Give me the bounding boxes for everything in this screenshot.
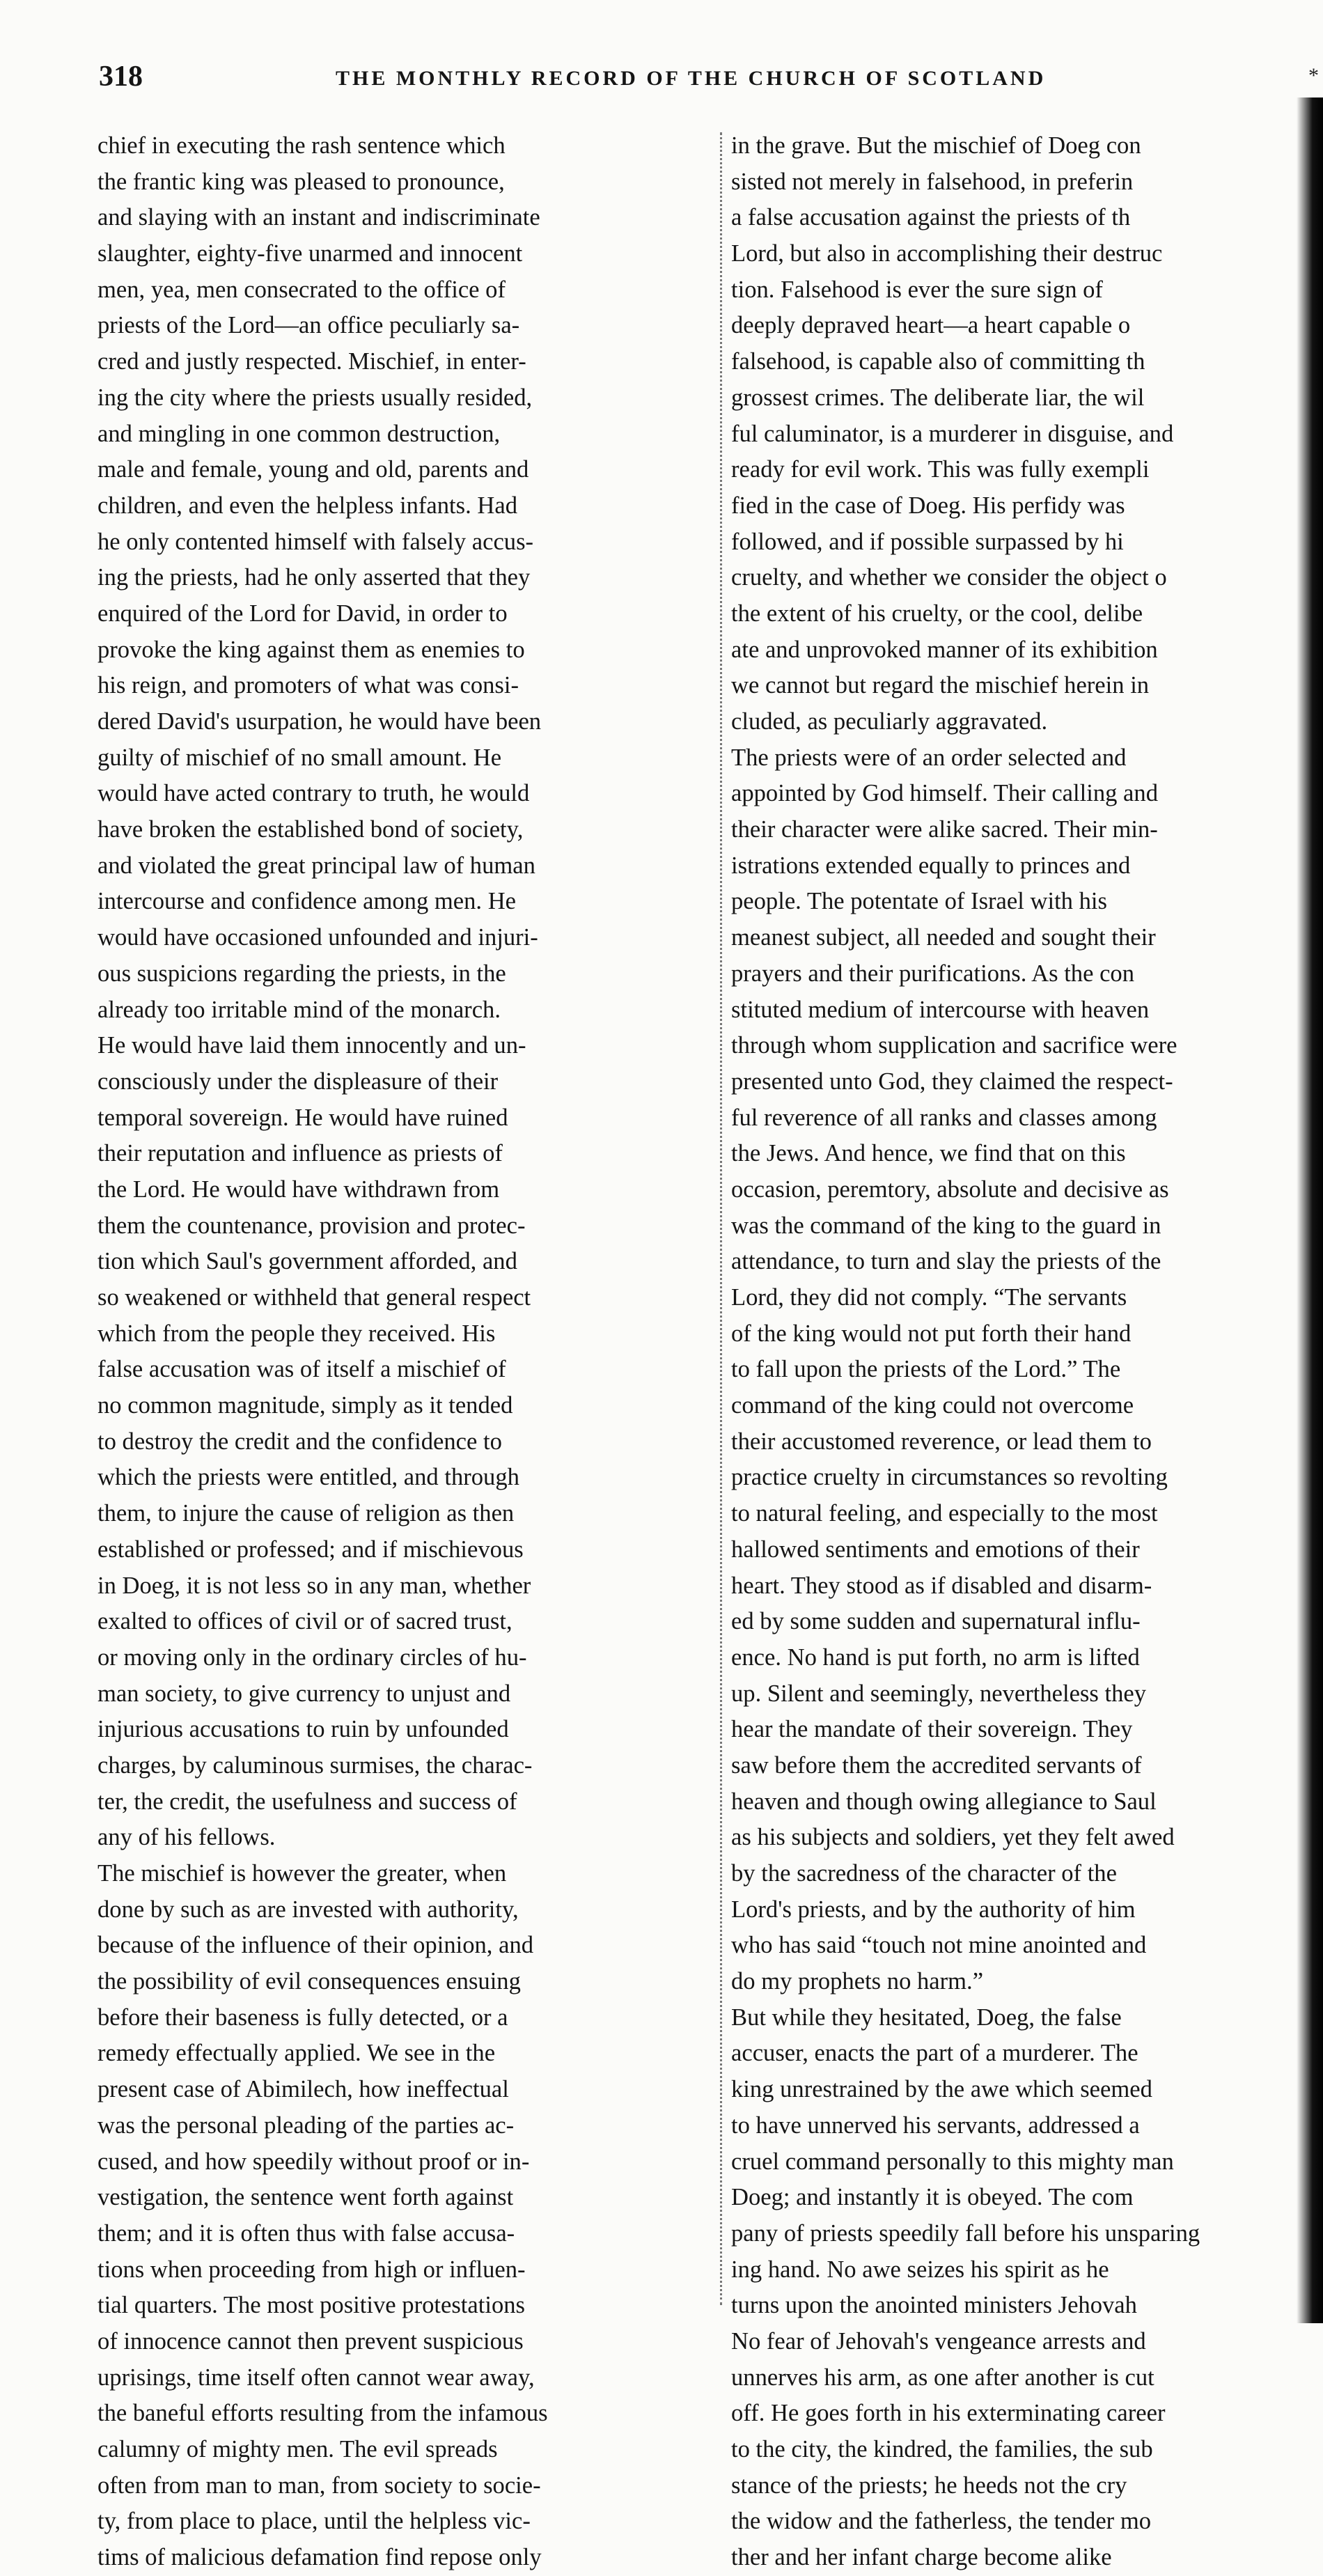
text-line: who has said “touch not mine anointed and	[731, 1932, 1147, 1959]
text-line: before their baseness is fully detected, or a	[97, 2004, 508, 2031]
text-line: cred and justly respected. Mischief, in enter-	[97, 348, 526, 375]
left-text-column	[97, 128, 710, 2576]
text-line: his reign, and promoters of what was consi-	[97, 672, 519, 699]
text-line: ful caluminator, is a murderer in disguise, and	[731, 420, 1174, 447]
text-line: occasion, peremtory, absolute and decisive as	[731, 1176, 1169, 1203]
text-line: sisted not merely in falsehood, in preferin	[731, 168, 1134, 195]
text-line: done by such as are invested with authority,	[97, 1896, 519, 1923]
text-line: ful reverence of all ranks and classes among	[731, 1104, 1157, 1131]
text-line: and slaying with an instant and indiscriminate	[97, 204, 540, 231]
text-line: istrations extended equally to princes and	[731, 852, 1131, 879]
text-line: to the city, the kindred, the families, the sub	[731, 2436, 1153, 2462]
text-line: grossest crimes. The deliberate liar, the wil	[731, 384, 1145, 411]
text-line: slaughter, eighty-five unarmed and innocent	[97, 240, 523, 267]
text-line: men, yea, men consecrated to the office of	[97, 276, 506, 303]
text-line: the Jews. And hence, we find that on this	[731, 1140, 1126, 1167]
text-line: to fall upon the priests of the Lord.” The	[731, 1356, 1121, 1383]
text-line: the possibility of evil consequences ensuing	[97, 1968, 521, 1995]
text-line: ence. No hand is put forth, no arm is lifted	[731, 1644, 1140, 1671]
text-line: the frantic king was pleased to pronounce,	[97, 168, 505, 195]
text-line: them, to injure the cause of religion as then	[97, 1500, 515, 1527]
text-line: ing the priests, had he only asserted that they	[97, 564, 531, 591]
text-line: vestigation, the sentence went forth against	[97, 2184, 514, 2211]
text-line: prayers and their purifications. As the con	[731, 960, 1135, 987]
text-line: ther and her infant charge become alike	[731, 2544, 1112, 2571]
text-line: to have unnerved his servants, addressed a	[731, 2111, 1140, 2139]
text-line: the widow and the fatherless, the tender mo	[731, 2508, 1152, 2535]
text-line: pany of priests speedily fall before his unsparing	[731, 2219, 1200, 2247]
text-line: because of the influence of their opinion, and	[97, 1932, 534, 1959]
text-line: cluded, as peculiarly aggravated.	[731, 708, 1048, 735]
text-line: meanest subject, all needed and sought their	[731, 924, 1156, 951]
text-line: guilty of mischief of no small amount. He	[97, 744, 502, 771]
text-line: to natural feeling, and especially to the most	[731, 1500, 1158, 1527]
text-line: tion which Saul's government afforded, and	[97, 1248, 517, 1275]
text-line: ous suspicions regarding the priests, in the	[97, 960, 506, 987]
column-divider	[720, 132, 722, 2305]
text-line: exalted to offices of civil or of sacred trust,	[97, 1608, 512, 1635]
text-line: accuser, enacts the part of a murderer. The	[731, 2040, 1138, 2067]
text-line: false accusation was of itself a mischief of	[97, 1356, 506, 1383]
text-line: falsehood, is capable also of committing th	[731, 348, 1145, 375]
text-line: which from the people they received. His	[97, 1320, 496, 1347]
text-line: any of his fellows.	[97, 1824, 276, 1851]
text-line: in the grave. But the mischief of Doeg con	[731, 132, 1141, 159]
text-line: a false accusation against the priests of th	[731, 204, 1131, 231]
text-line: by the sacredness of the character of the	[731, 1860, 1117, 1887]
text-line: ter, the credit, the usefulness and success of	[97, 1788, 517, 1815]
text-line: of the king would not put forth their hand	[731, 1320, 1132, 1347]
text-line: hear the mandate of their sovereign. They	[731, 1716, 1133, 1743]
text-line: the Lord. He would have withdrawn from	[97, 1176, 500, 1203]
text-line: through whom supplication and sacrifice were	[731, 1032, 1177, 1059]
text-line: practice cruelty in circumstances so revolting	[731, 1464, 1168, 1491]
text-line: He would have laid them innocently and un-	[97, 1032, 526, 1059]
text-line: ed by some sudden and supernatural influ-	[731, 1608, 1141, 1635]
text-line: up. Silent and seemingly, nevertheless they	[731, 1680, 1147, 1707]
running-head: THE MONTHLY RECORD OF THE CHURCH OF SCOTLAND	[336, 67, 1047, 90]
text-line: temporal sovereign. He would have ruined	[97, 1104, 508, 1131]
text-line: have broken the established bond of society,	[97, 816, 524, 843]
text-line: hallowed sentiments and emotions of their	[731, 1536, 1140, 1563]
text-line: Doeg; and instantly it is obeyed. The com	[731, 2184, 1134, 2211]
text-line: king unrestrained by the awe which seemed	[731, 2076, 1152, 2103]
text-line: The mischief is however the greater, when	[97, 1860, 507, 1887]
text-line: presented unto God, they claimed the respect-	[731, 1068, 1173, 1095]
text-line: remedy effectually applied. We see in the	[97, 2040, 496, 2067]
text-line: ing hand. No awe seizes his spirit as he	[731, 2256, 1109, 2283]
text-line: tions when proceeding from high or influen-	[97, 2256, 526, 2283]
text-line: as his subjects and soldiers, yet they felt awed	[731, 1824, 1175, 1851]
text-line: Lord's priests, and by the authority of him	[731, 1896, 1136, 1923]
text-line: consciously under the displeasure of their	[97, 1068, 499, 1095]
text-line: tims of malicious defamation find repose only	[97, 2544, 542, 2571]
text-line: ing the city where the priests usually resided,	[97, 384, 533, 411]
text-line: do my prophets no harm.”	[731, 1968, 984, 1995]
text-line: injurious accusations to ruin by unfounded	[97, 1716, 509, 1743]
text-line: turns upon the anointed ministers Jehovah	[731, 2292, 1137, 2319]
text-line: stituted medium of intercourse with heaven	[731, 996, 1150, 1023]
page-number: 318	[99, 61, 143, 93]
text-line: Lord, they did not comply. “The servants	[731, 1284, 1127, 1311]
text-line: would have acted contrary to truth, he would	[97, 780, 530, 807]
text-line: No fear of Jehovah's vengeance arrests and	[731, 2327, 1146, 2355]
text-line: he only contented himself with falsely accus-	[97, 528, 534, 555]
right-text-column	[731, 128, 1302, 2576]
edge-mark: *	[1308, 64, 1319, 87]
text-line: was the personal pleading of the parties ac-	[97, 2111, 515, 2139]
text-line: charges, by caluminous surmises, the charac-	[97, 1751, 533, 1779]
text-line: their reputation and influence as priests of	[97, 1140, 503, 1167]
text-line: uprisings, time itself often cannot wear away,	[97, 2364, 535, 2391]
text-line: their character were alike sacred. Their min-	[731, 816, 1158, 843]
text-line: or moving only in the ordinary circles of hu-	[97, 1644, 527, 1671]
text-line: enquired of the Lord for David, in order to	[97, 600, 508, 627]
text-line: them; and it is often thus with false accusa-	[97, 2219, 515, 2247]
text-line: provoke the king against them as enemies to	[97, 636, 525, 663]
text-line: no common magnitude, simply as it tended	[97, 1392, 513, 1419]
text-line: children, and even the helpless infants. Had	[97, 492, 518, 519]
text-line: often from man to man, from society to socie-	[97, 2472, 541, 2499]
text-line: Lord, but also in accomplishing their destruc	[731, 240, 1163, 267]
text-line: we cannot but regard the mischief herein in	[731, 672, 1150, 699]
text-line: The priests were of an order selected and	[731, 744, 1127, 771]
text-line: the baneful efforts resulting from the infamous	[97, 2400, 548, 2427]
text-line: their accustomed reverence, or lead them to	[731, 1428, 1152, 1455]
page-header	[57, 60, 1297, 109]
text-line: cruel command personally to this mighty man	[731, 2148, 1174, 2175]
text-line: priests of the Lord—an office peculiarly sa-	[97, 312, 520, 339]
text-line: chief in executing the rash sentence which	[97, 132, 506, 159]
text-line: deeply depraved heart—a heart capable o	[731, 312, 1131, 339]
text-line: fied in the case of Doeg. His perfidy was	[731, 492, 1125, 519]
text-line: established or professed; and if mischievous	[97, 1536, 524, 1563]
text-line: tion. Falsehood is ever the sure sign of	[731, 276, 1103, 303]
text-line: heart. They stood as if disabled and disarm-	[731, 1572, 1152, 1599]
text-line: calumny of mighty men. The evil spreads	[97, 2436, 498, 2462]
text-line: ate and unprovoked manner of its exhibition	[731, 636, 1158, 663]
text-line: cused, and how speedily without proof or in-	[97, 2148, 530, 2175]
text-line: cruelty, and whether we consider the object o	[731, 564, 1167, 591]
text-line: present case of Abimilech, how ineffectual	[97, 2076, 509, 2103]
text-line: But while they hesitated, Doeg, the false	[731, 2004, 1122, 2031]
text-line: them the countenance, provision and protec-	[97, 1212, 526, 1239]
text-line: off. He goes forth in his exterminating career	[731, 2400, 1166, 2427]
text-line: was the command of the king to the guard in	[731, 1212, 1161, 1239]
text-line: ty, from place to place, until the helpless vic-	[97, 2508, 531, 2535]
text-line: appointed by God himself. Their calling and	[731, 780, 1158, 807]
text-line: people. The potentate of Israel with his	[731, 888, 1107, 915]
text-line: followed, and if possible surpassed by hi	[731, 528, 1124, 555]
text-line: and mingling in one common destruction,	[97, 420, 501, 447]
text-line: saw before them the accredited servants of	[731, 1751, 1142, 1779]
text-line: of innocence cannot then prevent suspicious	[97, 2327, 524, 2355]
text-line: the extent of his cruelty, or the cool, delibe	[731, 600, 1143, 627]
page-edge-shadow	[1297, 97, 1323, 2323]
text-line: intercourse and confidence among men. He	[97, 888, 517, 915]
text-line: to destroy the credit and the confidence to	[97, 1428, 502, 1455]
text-line: which the priests were entitled, and through	[97, 1464, 519, 1491]
text-line: male and female, young and old, parents and	[97, 456, 529, 483]
text-line: so weakened or withheld that general respect	[97, 1284, 531, 1311]
text-line: already too irritable mind of the monarch.	[97, 996, 501, 1023]
text-line: heaven and though owing allegiance to Saul	[731, 1788, 1157, 1815]
text-line: in Doeg, it is not less so in any man, whether	[97, 1572, 531, 1599]
text-line: man society, to give currency to unjust and	[97, 1680, 511, 1707]
text-line: attendance, to turn and slay the priests of the	[731, 1248, 1161, 1275]
text-line: command of the king could not overcome	[731, 1392, 1134, 1419]
text-line: would have occasioned unfounded and injuri-	[97, 924, 538, 951]
text-line: dered David's usurpation, he would have been	[97, 708, 542, 735]
text-line: and violated the great principal law of human	[97, 852, 535, 879]
text-line: unnerves his arm, as one after another is cut	[731, 2364, 1154, 2391]
text-line: ready for evil work. This was fully exempli	[731, 456, 1150, 483]
text-line: stance of the priests; he heeds not the cry	[731, 2472, 1127, 2499]
text-line: tial quarters. The most positive protestations	[97, 2292, 525, 2319]
